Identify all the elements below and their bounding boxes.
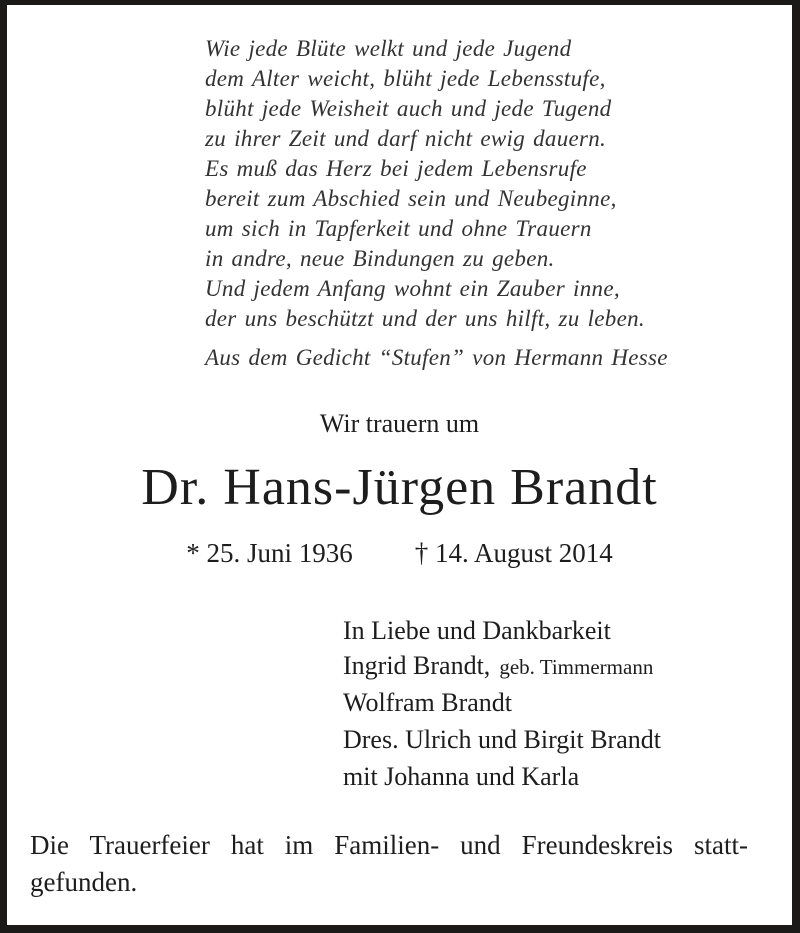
poem-line: der uns beschützt und der uns hilft, zu leben. (205, 306, 645, 331)
poem-line: blüht jede Weisheit auch und jede Tugend (205, 96, 612, 121)
poem-line: Es muß das Herz bei jedem Lebensrufe (205, 156, 587, 181)
mourner-line (343, 648, 670, 685)
funeral-notice-line: gefunden. (30, 867, 138, 897)
funeral-notice-line: Die Trauerfeier hat im Familien- und Freundeskreis statt- (30, 830, 748, 860)
mourner-line (343, 685, 670, 722)
mourner-name: Dres. Ulrich und Birgit Brandt (343, 725, 661, 754)
mourner-name: mit Johanna und Karla (343, 762, 580, 791)
mourner-line (343, 759, 670, 796)
life-dates (7, 536, 792, 570)
mourner-name: Wolfram Brandt (343, 688, 513, 717)
poem-line: zu ihrer Zeit und darf nicht ewig dauern. (205, 126, 607, 151)
mourners-list (343, 613, 670, 796)
poem-line: um sich in Tapferkeit und ohne Trauern (205, 216, 592, 241)
birth-date: * 25. Juni 1936 (186, 538, 353, 568)
mourner-line (343, 722, 670, 759)
poem-line: dem Alter weicht, blüht jede Lebensstufe, (205, 66, 606, 91)
poem-line: in andre, neue Bindungen zu geben. (205, 246, 555, 271)
poem-line: Wie jede Blüte welkt und jede Jugend (205, 36, 572, 61)
death-date: † 14. August 2014 (414, 538, 613, 568)
funeral-notice (30, 827, 748, 901)
poem (205, 34, 668, 373)
poem-line: Und jedem Anfang wohnt ein Zauber inne, (205, 276, 620, 301)
poem-attribution: Aus dem Gedicht “Stufen” von Hermann Hesse (205, 345, 668, 370)
poem-line: bereit zum Abschied sein und Neubeginne, (205, 186, 617, 211)
mourning-intro: Wir trauern um (319, 409, 480, 438)
mourner-name: Ingrid Brandt, (343, 651, 491, 680)
mourners-lead: In Liebe und Dankbarkeit (343, 616, 611, 645)
mourner-name-suffix: geb. Timmermann (499, 655, 654, 679)
deceased-name: Dr. Hans-Jürgen Brandt (141, 459, 658, 516)
